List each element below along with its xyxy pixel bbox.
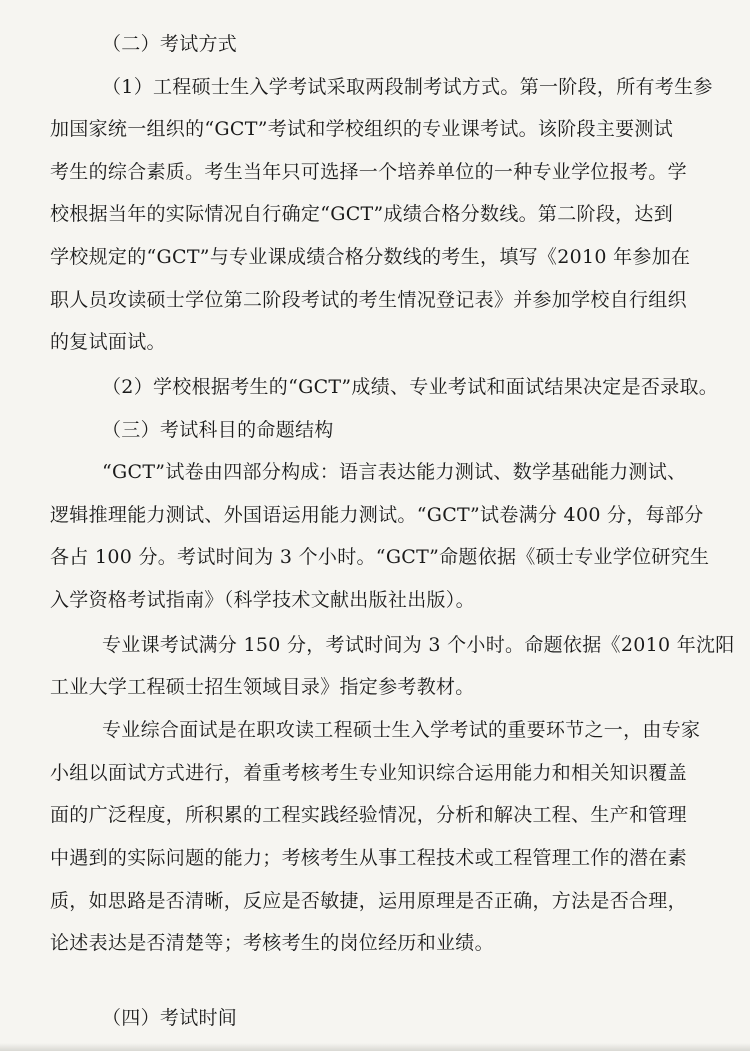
paragraph-line: 加国家统一组织的“GCT”考试和学校组织的专业课考试。该阶段主要测试 [50, 118, 674, 140]
section-heading-question-structure: （三）考试科目的命题结构 [102, 419, 334, 441]
page-bottom-edge [0, 1043, 750, 1051]
paragraph-line: 各占 100 分。考试时间为 3 个小时。“GCT”命题依据《硕士专业学位研究生 [50, 546, 710, 568]
paragraph-line: 职人员攻读硕士学位第二阶段考试的考生情况登记表》并参加学校自行组织 [50, 289, 687, 311]
paragraph-line: 质，如思路是否清晰，反应是否敏捷，运用原理是否正确，方法是否合理， [50, 890, 687, 912]
paragraph-line: （1）工程硕士生入学考试采取两段制考试方式。第一阶段，所有考生参 [102, 76, 713, 98]
paragraph-line: 论述表达是否清楚等；考核考生的岗位经历和业绩。 [50, 932, 494, 954]
paragraph-line: 专业综合面试是在职攻读工程硕士生入学考试的重要环节之一，由专家 [102, 719, 701, 741]
paragraph-line: 考生的综合素质。考生当年只可选择一个培养单位的一种专业学位报考。学 [50, 161, 687, 183]
paragraph-line: 校根据当年的实际情况自行确定“GCT”成绩合格分数线。第二阶段，达到 [50, 203, 674, 225]
paragraph-line: （2）学校根据考生的“GCT”成绩、专业考试和面试结果决定是否录取。 [102, 376, 719, 398]
paragraph-line: 的复试面试。 [50, 331, 166, 353]
paragraph-line: 专业课考试满分 150 分，考试时间为 3 个小时。命题依据《2010 年沈阳 [102, 634, 735, 656]
paragraph-line: 入学资格考试指南》（科学技术文献出版社出版）。 [50, 589, 475, 611]
section-heading-exam-method: （二）考试方式 [102, 33, 238, 55]
paragraph-line: 中遇到的实际问题的能力；考核考生从事工程技术或工程管理工作的潜在素 [50, 847, 687, 869]
paragraph-line: “GCT”试卷由四部分构成：语言表达能力测试、数学基础能力测试、 [102, 461, 687, 483]
paragraph-line: 工业大学工程硕士招生领域目录》指定参考教材。 [50, 676, 475, 698]
paragraph-line: 小组以面试方式进行，着重考核考生专业知识综合运用能力和相关知识覆盖 [50, 762, 687, 784]
paragraph-line: 面的广泛程度，所积累的工程实践经验情况，分析和解决工程、生产和管理 [50, 804, 687, 826]
section-heading-exam-time: （四）考试时间 [102, 1007, 238, 1029]
paragraph-line: 学校规定的“GCT”与专业课成绩合格分数线的考生，填写《2010 年参加在 [50, 246, 691, 268]
paragraph-line: 逻辑推理能力测试、外国语运用能力测试。“GCT”试卷满分 400 分，每部分 [50, 504, 704, 526]
